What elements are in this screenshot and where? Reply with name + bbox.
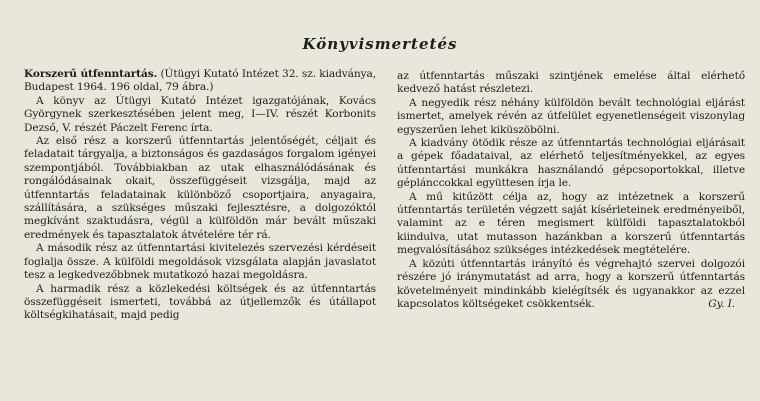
paragraph-text: A közúti útfenntartás irányító és végrehajtó szervei dolgozói részére jó iránymutatást ad arra, hogy a korszerű útfenntartás követelményeit mindinkább kielégítsék és ugyanakkor az ezzel kapcsolatos költségeket csökkentsék. (397, 257, 745, 310)
paragraph: Az első rész a korszerű útfenntartás jelentőségét, céljait és feladatait tárgyalja, a biztonságos és gazdaságos forgalom igényei szempontjából. Továbbiakban az utak elhasználódásának és rongálódásainak okait, összefüggéseit vizsgálja, majd az útfenntartás feladatainak különböző csoportjaira, anyagaira, szállítására, a szükséges műszaki fejlesztésre, a dolgozóktól megkívánt szaktudásra, végül a külföldön már bevált műszaki eredmények és tapasztalatok átvételére tér rá. (24, 135, 376, 241)
book-title: Korszerű útfenntartás. (24, 68, 158, 80)
paragraph: A második rész az útfenntartási kivitelezés szervezési kérdéseit foglalja össze. A külföldi megoldások vizsgálata alapján javaslatot tesz a legkedvezőbbnek mutatkozó hazai megoldásra. (24, 242, 376, 282)
paragraph: A kiadvány ötödik része az útfenntartás technológiai eljárásait a gépek főadataival, az elérhető teljesítményekkel, az egyes útfenntartási munkákra használandó gépcsoportokkal, illetve géplánccokkal együttesen írja le. (397, 137, 745, 190)
paragraph-last (397, 258, 745, 312)
book-details: (Útügyi Kutató Intézet 32. sz. kiadványa, Budapest 1964. 196 oldal, 79 ábra.) (24, 68, 376, 94)
section-heading: Könyvismertetés (302, 35, 458, 53)
review-intro (24, 68, 376, 95)
author-signature: Gy. I. (708, 297, 735, 310)
paragraph-continuation: az útfenntartás műszaki szintjének emelése által elérhető kedvező hatást részletezi. (397, 70, 745, 96)
paragraph: A könyv az Útügyi Kutató Intézet igazgatójának, Kovács Györgynek szerkesztésében jelent meg, I—IV. részét Korbonits Dezső, V. részét Páczelt Ferenc írta. (24, 94, 376, 134)
right-column (397, 70, 745, 311)
paragraph: A harmadik rész a közlekedési költségek és az útfenntartás összefüggéseit ismerteti, továbbá az útjellemzők és útállapot költségkihatásait, majd pedig (24, 282, 376, 322)
paragraph: A mű kitűzött célja az, hogy az intézetnek a korszerű útfenntartás területén végzett saját kísérleteinek eredményeiből, valamint az e téren megismert külföldi tapasztalatokból kiindulva, utat mutasson hazánkban a korszerű útfenntartás megvalósításához szükséges intézkedések megtételére. (397, 190, 745, 257)
left-column (24, 68, 376, 323)
paragraph: A negyedik rész néhány külföldön bevált technológiai eljárást ismertet, amelyek révén az útfelület egyenetlenségeit viszonylag egyszerűen lehet kiküszöbölni. (397, 96, 745, 136)
